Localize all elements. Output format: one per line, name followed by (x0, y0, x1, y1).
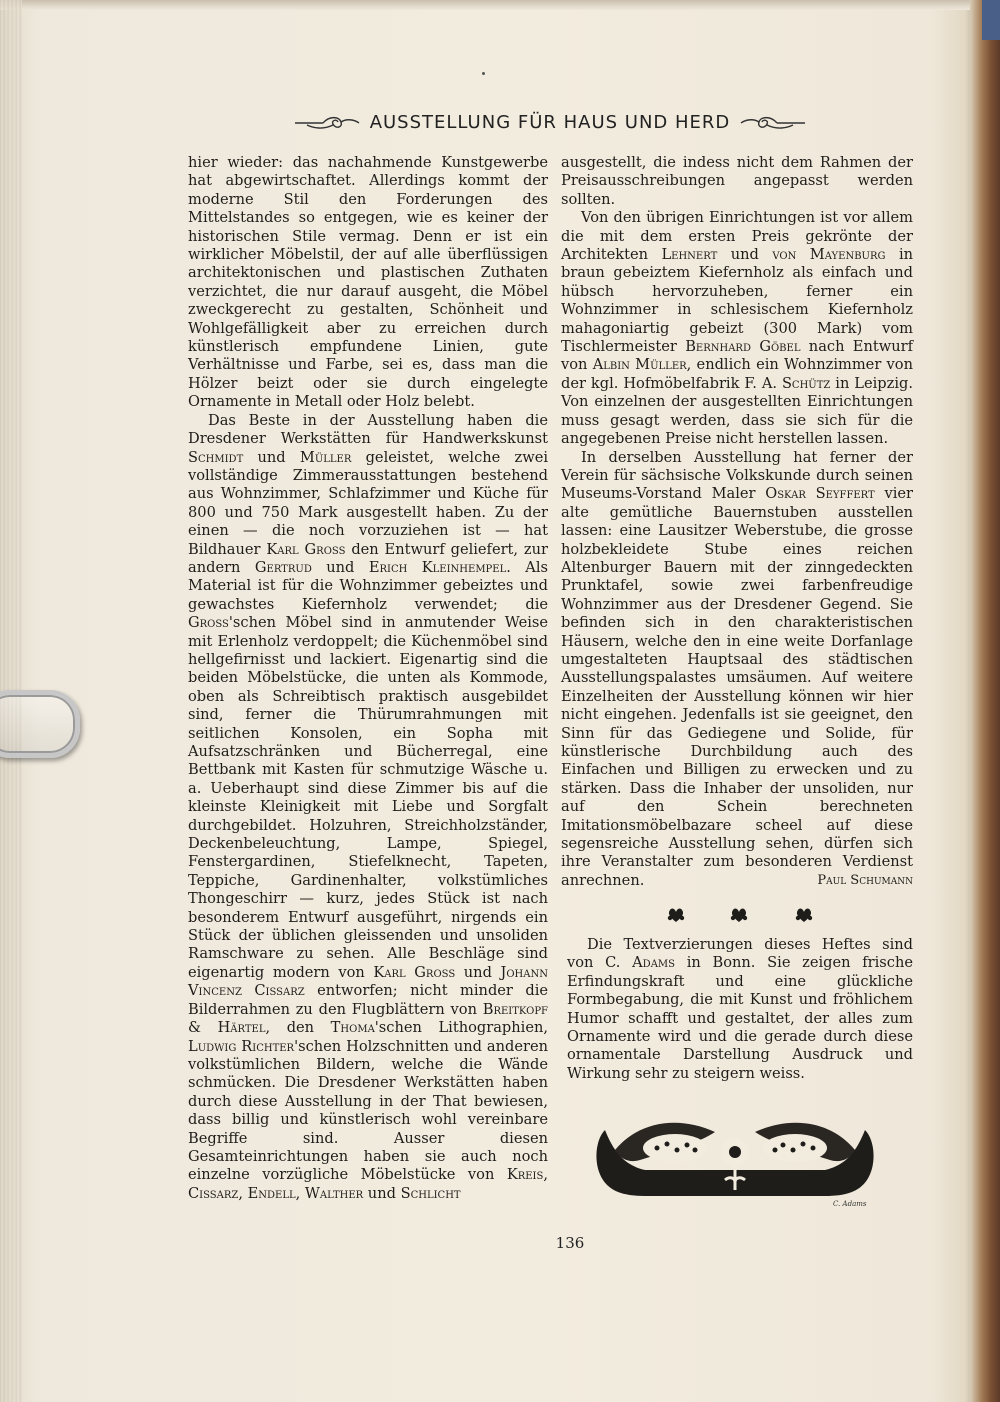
text-run: geleistet, welche zwei vollständige Zimmerausstattungen bestehend aus Wohnzimmer, Schlafzimmer und Küche für 800 und 750 Mark ausgestellt haben. Zu der einen — die noch vorzuziehen ist — hat Bildhauer (188, 448, 548, 558)
proper-name: Adams (632, 954, 676, 972)
book-binding (970, 0, 1000, 1402)
fleuron-icon (668, 909, 684, 922)
signature-text: C. Adams (833, 1200, 867, 1208)
text-run: und (455, 963, 501, 981)
text-run: und (243, 448, 300, 466)
page-top-edge (0, 0, 1000, 10)
text-run: in Bonn. Sie zeigen frische Erfindungskraft und eine glückliche Formbegabung, die mit Kunst und fröhlichem Humor schafft und gestaltet, der alles zum Ornamente wird und die gerade durch diese ornamentale Darstellung Ausdruck und Wirkung sehr zu steigern weiss. (567, 954, 913, 1082)
left-column (188, 154, 548, 1203)
proper-name: von Mayenburg (772, 246, 886, 264)
ink-speck (482, 72, 485, 75)
proper-name: Gross (188, 614, 229, 632)
left-swirl-ornament-icon (293, 114, 363, 132)
paragraph (561, 209, 913, 448)
paragraph (567, 936, 913, 1083)
page-number: 136 (555, 1234, 585, 1252)
paragraph: ausgestellt, die indess nicht dem Rahmen der Preisausschreibungen angepasst werden sollten. (561, 154, 913, 208)
text-run: und (311, 558, 369, 576)
editorial-note (567, 936, 913, 1083)
text-run: den Entwurf geliefert, zur andern (188, 540, 548, 576)
text-run: entworfen; nicht minder die Bilderrahmen zu den Flugblättern von (188, 982, 548, 1018)
text-run: . Als Material ist für die Wohnzimmer gebeiztes und gewachstes Kiefernholz verwendet; die (188, 558, 548, 613)
proper-name: Albin Müller (592, 356, 687, 374)
text-run: 'schen Lithographien, (374, 1019, 548, 1037)
proper-name: Karl Gross (266, 540, 346, 558)
text-run: und (363, 1184, 401, 1202)
proper-name: Gertrud (254, 558, 312, 576)
proper-name: Müller (299, 448, 352, 466)
text-run: Das Beste in der Ausstellung haben die Dresdener Werkstätten für Handwerkskunst (188, 411, 548, 448)
paragraph: hier wieder: das nachahmende Kunstgewerbe hat abgewirtschaftet. Allerdings kommt der moderne Stil den Forderungen des Mittelstandes so entgegen, wie es keiner der historischen Stile vermag. Denn er ist ein wirklicher Möbelstil, der auf alle überflüssigen architektonischen und plastischen Zuthaten verzichtet, die nur darauf ausgeht, die Möbel zweckgerecht zu gestalten, Schönheit und Wohlgefälligkeit aber zu erreichen durch künstlerisch empfundene Linien, gute Verhältnisse und Farbe, sei es, dass man die Hölzer beizt oder sie durch eingelegte Ornamente in Metall oder Holz belebt. (188, 154, 548, 411)
proper-name: Lehnert (661, 246, 718, 264)
fleuron-icon (796, 909, 812, 922)
page-title: AUSSTELLUNG FÜR HAUS UND HERD (369, 112, 731, 133)
proper-name: Johann Vincenz Cissarz (188, 963, 548, 1000)
vignette-artist-signature (833, 1200, 867, 1208)
paper-clip (0, 690, 80, 758)
text-run: und (717, 246, 773, 264)
text-run: , endlich ein Wohnzimmer von der kgl. Hofmöbelfabrik F. A. (561, 356, 913, 392)
fleuron-divider (655, 902, 825, 924)
right-seed-pod (763, 1134, 827, 1162)
text-run: 'schen Holzschnitten und anderen volkstümlichen Bildern, welche die Wände schmücken. Die Dresdener Werkstätten haben durch diese Ausstellung in der That bewiesen, dass billig und künstlerisch wohl vereinbare Begriffe sind. Ausser diesen Gesamteinrichtungen haben sie auch noch einzelne vorzügliche Möbelstücke von (188, 1037, 548, 1184)
proper-name: Schlicht (400, 1184, 461, 1202)
running-head (270, 112, 830, 140)
text-run: in braun gebeiztem Kiefernholz als einfach und hübsch hervorzuheben, ferner ein Wohnzimmer in schlesischem Kiefernholz mahagoniartig gebeizt (300 Mark) vom Tischlermeister (561, 246, 914, 356)
left-seed-pod (643, 1134, 707, 1162)
text-run: Die Textverzierungen dieses Heftes sind von C. (567, 936, 913, 972)
text-run: In derselben Ausstellung hat ferner der Verein für sächsische Volkskunde durch seinen Museums-Vorstand Maler (561, 448, 913, 503)
proper-name: Schmidt (188, 448, 244, 466)
text-run: , den (265, 1019, 331, 1037)
right-column (561, 154, 913, 890)
text-run: vier alte gemütliche Bauernstuben ausstellen lassen: eine Lausitzer Weberstube, die grosse holzbekleidete Stube eines reichen Altenburger Bauern mit der zinngedeckten Prunktafel, sowie zwei farbenfreudige Wohnzimmer aus der Dresdener Gegend. Sie befinden sich in den charakteristischen Häusern, welche den in eine weite Dorfanlage umgestalteten Hauptsaal des städtischen Ausstellungspalastes umsäumen. Auf weitere Einzelheiten der Ausstellung können wir hier nicht eingehen. Jedenfalls ist sie geeignet, den Sinn für das Gediegene und Solide, für künstlerische Durchbildung auch des Einfachen und Billigen zu erwecken und zu stärken. Dass die Inhaber der unsoliden, nur auf den Schein berechneten Imitationsmöbelbazare scheel auf diese segensreiche Ausstellung sehen, dürfen sich ihre Veranstalter zum besonderen Verdienst anrechnen. (561, 485, 913, 889)
text-run: Von den übrigen Einrichtungen ist vor allem die mit dem ersten Preis gekrönte der Architekten (561, 209, 913, 264)
paragraph (561, 449, 913, 891)
proper-name: Bernhard Göbel (685, 338, 801, 356)
art-nouveau-vignette (585, 1110, 885, 1210)
text-run: 'schen Möbel sind in anmutender Weise mit Erlenholz verdoppelt; die Küchenmöbel sind hellgefirnisst und lackiert. Eigenartig sind die beiden Möbelstücke, die unten als Kommode, oben als Schreibtisch praktisch ausgebildet sind, ferner die Thürumrahmungen mit seitlichen Konsolen, ein Sopha mit Aufsatzschränken und Bücherregal, eine Bettbank mit Kasten für schmutzige Wäsche u. a. Ueberhaupt sind diese Zimmer bis auf die kleinste Kleinigkeit mit Liebe und Sorgfalt durchgebildet. Holzuhren, Streichholzständer, Deckenbeleuchtung, Lampe, Spiegel, Fenstergardinen, Stiefelknecht, Tapeten, Teppiche, Gardinenhalter, volkstümliches Thongeschirr — kurz, jedes Stück ist nach besonderem Entwurf ausgeführt, nirgends ein Stück der üblichen gleissenden und unsoliden Ramschware zu sehen. Alle Beschläge sind eigenartig modern von (188, 614, 548, 981)
proper-name: Ludwig Richter (188, 1037, 295, 1055)
author-signature: Paul Schumann (817, 872, 913, 888)
proper-name: Kreis, Cissarz, Endell, Walther (188, 1166, 548, 1202)
proper-name: Breitkopf & Härtel (188, 1000, 548, 1037)
proper-name: Erich Kleinhempel (368, 558, 507, 576)
fleuron-icon (731, 909, 747, 922)
text-run: in Leipzig. Von einzelnen der ausgestellten Einrichtungen muss gesagt werden, dass sie sich für die angegebenen Preise nicht herstellen lassen. (561, 374, 913, 448)
proper-name: Oskar Seyffert (765, 485, 875, 503)
right-swirl-ornament-icon (737, 114, 807, 132)
proper-name: Thoma (330, 1019, 375, 1037)
text-run: nach Entwurf von (561, 338, 913, 374)
proper-name: Karl Gross (373, 963, 456, 981)
paragraph (188, 412, 548, 1203)
proper-name: Schütz (781, 374, 831, 392)
